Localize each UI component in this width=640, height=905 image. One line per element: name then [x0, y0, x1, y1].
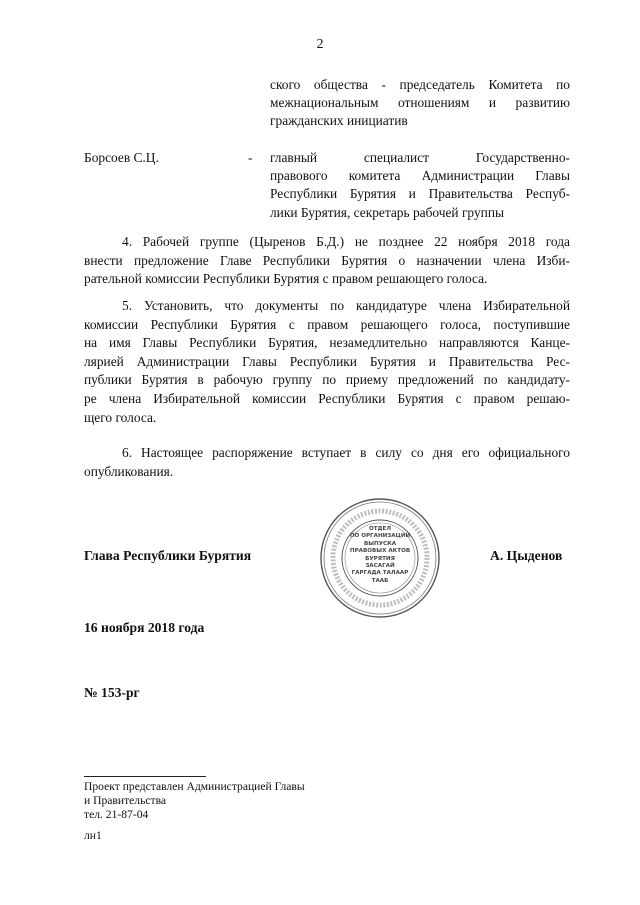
signatory-name: А. Цыденов [490, 548, 563, 563]
member-description [270, 149, 570, 222]
text-line: межнациональным отношениям и развитию [270, 95, 570, 111]
paragraph-5 [84, 297, 570, 427]
signatory-title: Глава Республики Бурятия [84, 548, 252, 563]
paragraph-6 [84, 444, 570, 481]
text-line: на имя Главы Республики Бурятия, незамедлительно направляются Канце- [84, 335, 570, 351]
text-line: лики Бурятия, секретарь рабочей группы [270, 204, 504, 220]
text-line: гражданских инициатив [270, 113, 408, 129]
footer-note [84, 780, 305, 823]
text-line: 6. Настоящее распоряжение вступает в силу со дня его официального [122, 445, 570, 460]
text-line: ре члена Избирательной комиссии Республики Бурятия с правом решаю- [84, 390, 570, 406]
text-line: щего голоса. [84, 409, 157, 425]
footer-divider [84, 776, 206, 777]
seal-text-line: ЗАСАГАЙ [365, 563, 395, 570]
text-line: рательной комиссии Республики Бурятия с правом решающего голоса. [84, 271, 488, 287]
text-line: 4. Рабочей группе (Цыренов Б.Д.) не позднее 22 ноября 2018 года [122, 234, 570, 249]
text-line: опубликования. [84, 463, 174, 479]
member-continuation [270, 76, 570, 131]
text-line: комиссии Республики Бурятия с правом решающего голоса, поступившие [84, 316, 570, 332]
text-line: правового комитета Администрации Главы [270, 168, 570, 184]
text-line: публики Бурятия в рабочую группу по приему предложений по кандидату- [84, 372, 570, 388]
seal-text-line: ПО ОРГАНИЗАЦИИ [349, 533, 411, 540]
member-name: Борсоев С.Ц. [84, 150, 159, 165]
footer-line: Проект представлен Администрацией Главы [84, 780, 305, 793]
text-line: 5. Установить, что документы по кандидатуре члена Избирательной [122, 298, 570, 313]
text-line: Республики Бурятия и Правительства Респуб- [270, 186, 570, 202]
official-seal [318, 496, 442, 620]
seal-text-line: ОТДЕЛ [368, 526, 392, 532]
text-line: лярией Администрации Главы Республики Бурятия и Правительства Рес- [84, 353, 570, 369]
seal-text-line: ГАРГАДА ТАЛААР [351, 570, 409, 577]
seal-text-line: ВЫПУСКА [363, 540, 397, 547]
text-line: внести предложение Главе Республики Бурятия о назначении члена Изби- [84, 252, 570, 268]
member-dash: - [248, 150, 253, 165]
paragraph-4 [84, 233, 570, 289]
document-number: № 153-рг [84, 685, 140, 700]
document-date: 16 ноября 2018 года [84, 620, 205, 635]
footer-line: и Правительства [84, 794, 167, 808]
page-number: 2 [316, 37, 324, 52]
seal-text-line: ПРАВОВЫХ АКТОВ [349, 548, 411, 555]
footer-line: тел. 21-87-04 [84, 808, 149, 822]
seal-text-line: БУРЯТИЯ [365, 555, 395, 562]
seal-center-text [346, 526, 414, 585]
footer-code: лн1 [84, 829, 102, 842]
text-line: главный специалист Государственно- [270, 150, 570, 165]
text-line: ского общества - председатель Комитета по [270, 77, 570, 92]
seal-text-line: ТААБ [371, 577, 389, 584]
